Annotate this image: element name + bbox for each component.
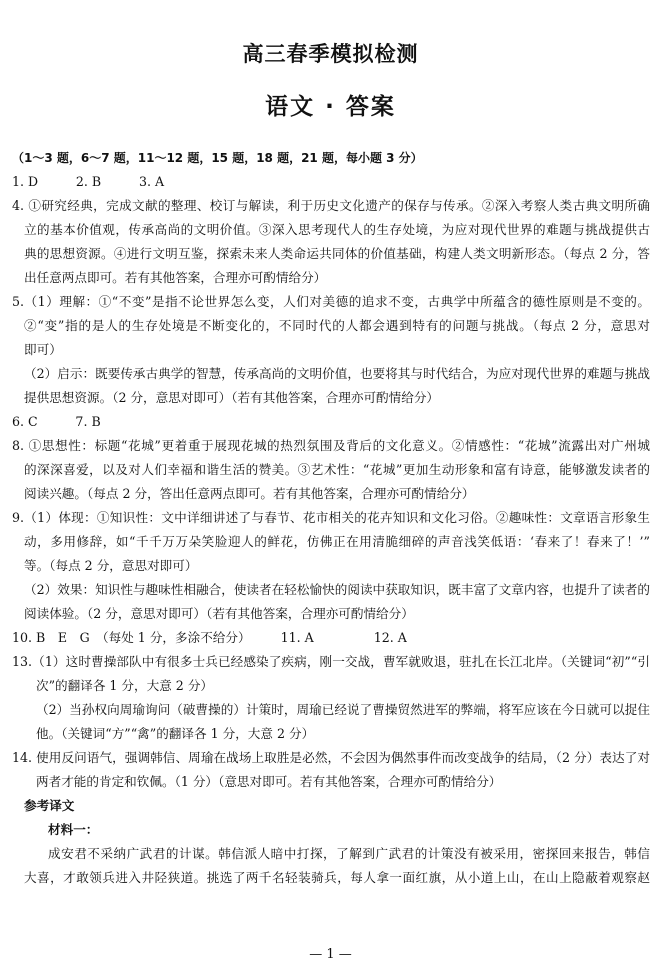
q13-line: 次”的翻译各 1 分，大意 2 分） <box>36 678 214 693</box>
answer-10: 10. B E G （每处 1 分，多涂不给分） <box>12 630 251 645</box>
q8-line: 阅读兴趣。（每点 2 分，答出任意两点即可。若有其他答案，合理亦可酌情给分） <box>24 486 475 501</box>
material-heading: 材料一： <box>48 822 99 837</box>
page-title: 高三春季模拟检测 <box>242 42 419 66</box>
q5-line: 提供思想资源。（2 分，意思对即可）（若有其他答案，合理亦可酌情给分） <box>24 390 440 405</box>
q4-line: 典的思想资源。④进行文明互鉴，探索未来人类命运共同体的价值基础，构建人类文明新形态。（每点 2 分，答 <box>24 246 650 261</box>
page-number: — 1 — <box>309 947 352 962</box>
page-subtitle: 语文 · 答案 <box>265 94 396 120</box>
reference-line: 成安君不采纳广武君的计谋。韩信派人暗中打探，了解到广武君的计策没有被采用，密探回来报告，韩信 <box>48 846 650 861</box>
q5-line: 即可） <box>24 342 62 357</box>
q9-line: 动，多用修辞，如“千千万万朵笑脸迎人的鲜花，仿佛正在用清脆细碎的声音浅笑低语：‘春来了！春来了！’” <box>24 534 650 549</box>
question-9 <box>12 506 650 626</box>
question-5 <box>12 290 650 410</box>
q9-line: 阅读体验。（2 分，意思对即可）（若有其他答案，合理亦可酌情给分） <box>24 606 414 621</box>
q4-line: 立的基本价值观，传承高尚的文明价值。③深入思考现代人的生存处境，为应对现代世界的难题与挑战提供古 <box>24 222 650 237</box>
q14-line: 两者才能的肯定和钦佩。（1 分）（意思对即可。若有其他答案，合理亦可酌情给分） <box>36 774 502 789</box>
question-14 <box>12 746 650 794</box>
answers-1-3: 1. D 2. B 3. A <box>12 174 165 189</box>
q5-line: （2）启示：既要传承古典学的智慧，传承高尚的文明价值，也要将其与时代结合，为应对现代世界的难题与挑战 <box>24 366 650 381</box>
q9-line: 等。（每点 2 分，意思对即可） <box>24 558 198 573</box>
q4-line: 4. ①研究经典，完成文献的整理、校订与解读，利于历史文化遗产的保存与传承。②深入考察人类古典文明所确 <box>12 198 650 213</box>
q13-line: 他。（关键词“方”“禽”的翻译各 1 分，大意 2 分） <box>36 726 315 741</box>
q13-line: （2）当孙权向周瑜询问（破曹操的）计策时，周瑜已经说了曹操贸然进军的弊端，将军应该在今日就可以捉住 <box>36 702 650 717</box>
q5-line: 5.（1）理解：①“不变”是指不论世界怎么变，人们对美德的追求不变，古典学中所蕴含的德性原则是不变的。 <box>12 294 650 309</box>
reference-heading: 参考译文 <box>24 798 75 813</box>
answers-10-12 <box>12 626 650 650</box>
question-8 <box>12 434 650 506</box>
q4-line: 出任意两点即可。若有其他答案，合理亦可酌情给分） <box>24 270 327 285</box>
answer-11: 11. A <box>280 630 314 645</box>
answers-6-7: 6. C 7. B <box>12 414 101 429</box>
scoring-note: （1～3 题，6～7 题，11～12 题，15 题，18 题，21 题，每小题 3 分） <box>12 151 423 165</box>
q14-line: 14. 使用反问语气，强调韩信、周瑜在战场上取胜是必然，不会因为偶然事件而改变战争的结局，（2 分）表达了对 <box>12 750 650 765</box>
q9-line: （2）效果：知识性与趣味性相融合，使读者在轻松愉快的阅读中获取知识，既丰富了文章内容，也提升了读者的 <box>24 582 650 597</box>
q13-line: 13.（1）这时曹操部队中有很多士兵已经感染了疾病，刚一交战，曹军就败退，驻扎在长江北岸。（关键词“初”“引 <box>12 654 650 669</box>
question-13 <box>12 650 650 746</box>
q8-line: 的深深喜爱，以及对人们幸福和谐生活的赞美。③艺术性：“花城”更加生动形象和富有诗意，能够激发读者的 <box>24 462 650 477</box>
q8-line: 8. ①思想性：标题“花城”更着重于展现花城的热烈氛围及背后的文化意义。②情感性：“花城”流露出对广州城 <box>12 438 650 453</box>
answer-12: 12. A <box>373 630 407 645</box>
q5-line: ②“变”指的是人的生存处境是不断变化的，不同时代的人都会遇到特有的问题与挑战。（每点 2 分，意思对 <box>24 318 650 333</box>
question-4 <box>12 194 650 290</box>
reference-line: 大喜，才敢领兵进入井陉狭道。挑选了两千名轻装骑兵，每人拿一面红旗，从小道上山，在山上隐蔽着观察赵 <box>24 870 650 885</box>
answer-body <box>12 146 650 890</box>
q9-line: 9.（1）体现：①知识性：文中详细讲述了与春节、花市相关的花卉知识和文化习俗。②趣味性：文章语言形象生 <box>12 510 650 525</box>
